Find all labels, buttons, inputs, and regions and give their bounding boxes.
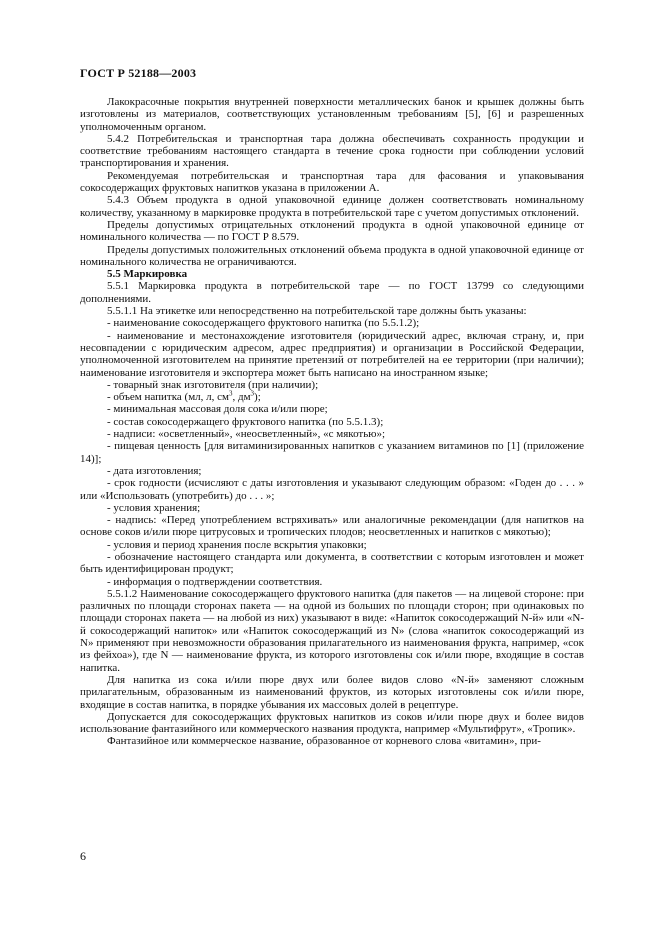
paragraph: - срок годности (исчисляют с даты изготовления и указывают следующим образом: «Годен до . . . » или «Использовать (употребить) до . . . »;	[80, 477, 584, 502]
paragraph: - обозначение настоящего стандарта или документа, в соответствии с которым изготовлен и может быть идентифицирован продукт;	[80, 550, 584, 576]
section-heading: 5.5 Маркировка	[107, 268, 188, 281]
paragraph: Пределы допустимых отрицательных отклонений продукта в одной упаковочной единице от номинального количества — по ГОСТ Р 8.579.	[80, 218, 584, 244]
superscript: 3	[228, 389, 233, 398]
paragraph	[80, 391, 584, 403]
paragraph: - условия хранения;	[107, 501, 201, 514]
document-body	[80, 96, 584, 748]
text-fragment: );	[254, 391, 261, 404]
text-fragment: , дм	[232, 391, 251, 404]
superscript: 3	[250, 389, 255, 398]
paragraph: 5.5.1 Маркировка продукта в потребительской таре — по ГОСТ 13799 со следующими дополнениями.	[80, 280, 584, 305]
paragraph: 5.4.3 Объем продукта в одной упаковочной единице должен соответствовать номинальному количеству, указанному в маркировке продукта в потребительской таре с учетом допустимых отклонений.	[80, 194, 584, 219]
paragraph: Пределы допустимых положительных отклонений объема продукта в одной упаковочной единице от номинального количества не ограничиваются.	[80, 243, 584, 268]
paragraph: - надпись: «Перед употреблением встряхивать» или аналогичные рекомендации (для напитков на основе соков и/или пюре цитрусовых и тропических плодов; неосветленных и напитков с мякотью);	[80, 514, 584, 539]
standard-header: ГОСТ Р 52188—2003	[80, 66, 197, 80]
paragraph: - наименование сокосодержащего фруктового напитка (по 5.5.1.2);	[107, 317, 420, 330]
text-fragment: - объем напитка (мл, л, см	[107, 391, 229, 404]
paragraph: - пищевая ценность [для витаминизированных напитков с указанием витаминов по [1] (приложение 14)];	[80, 440, 584, 465]
paragraph: Рекомендуемая потребительская и транспортная тара для фасования и упаковывания сокосодержащих фруктовых напитков указана в приложении А.	[80, 169, 584, 195]
paragraph: - состав сокосодержащего фруктового напитка (по 5.5.1.3);	[107, 415, 384, 428]
page-number: 6	[80, 849, 86, 863]
paragraph: 5.4.2 Потребительская и транспортная тара должна обеспечивать сохранность продукции и соответствие требованиям настоящего стандарта в течение срока годности при соблюдении условий транспортирования и хранения.	[80, 132, 584, 170]
paragraph: Допускается для сокосодержащих фруктовых напитков из соков и/или пюре двух и более видов использование фантазийного или коммерческого названия продукта, например «Мультифрут», «Тропик».	[80, 710, 584, 736]
paragraph: - минимальная массовая доля сока и/или пюре;	[107, 403, 328, 416]
paragraph: - информация о подтверждении соответствия.	[107, 575, 323, 588]
paragraph: - дата изготовления;	[107, 464, 202, 477]
paragraph: 5.5.1.1 На этикетке или непосредственно на потребительской таре должны быть указаны:	[107, 305, 527, 318]
paragraph: 5.5.1.2 Наименование сокосодержащего фруктового напитка (для пакетов — на лицевой стороне: при различных по площади сторонах пакета — на одной из больших по площади сторон; при одинаковых по площади сторонах пакета — на любой из них) указывают в виде: «Напиток сокосодержащий N-й» или «N-й сокосодержащий напиток» или «Напиток сокосодержащий из N» (слова «напиток сокосодержащий из N» применяют при невозможности образования прилагательного из наименования фрукта, например, «сок из фейхоа»), где N — наименование фрукта, из которого изготовлены сок и/или пюре, входящие в состав напитка.	[80, 587, 584, 674]
paragraph: Лакокрасочные покрытия внутренней поверхности металлических банок и крышек должны быть изготовлены из материалов, соответствующих установленным требованиям [5], [6] и разрешенных уполномоченным органом.	[80, 96, 584, 133]
paragraph: Для напитка из сока и/или пюре двух или более видов слово «N-й» заменяют сложным прилагательным, образованным из наименований фруктов, из которых изготовлены сок и/или пюре, входящие в состав напитка, в порядке убывания их массовых долей в рецептуре.	[80, 673, 584, 711]
paragraph: - наименование и местонахождение изготовителя (юридический адрес, включая страну, и, при несовпадении с юридическим адресом, адрес предприятия) и организации в Российской Федерации, уполномоченной изготовителем на принятие претензий от потребителей на ее территории (при наличии); наименование изготовителя и экспортера может быть написано на иностранном языке;	[80, 329, 584, 379]
paragraph: Фантазийное или коммерческое название, образованное от корневого слова «витамин», при-	[107, 735, 541, 748]
paragraph: - условия и период хранения после вскрытия упаковки;	[107, 538, 367, 551]
paragraph: - надписи: «осветленный», «неосветленный», «с мякотью»;	[107, 428, 386, 441]
paragraph: - товарный знак изготовителя (при наличии);	[107, 378, 319, 391]
